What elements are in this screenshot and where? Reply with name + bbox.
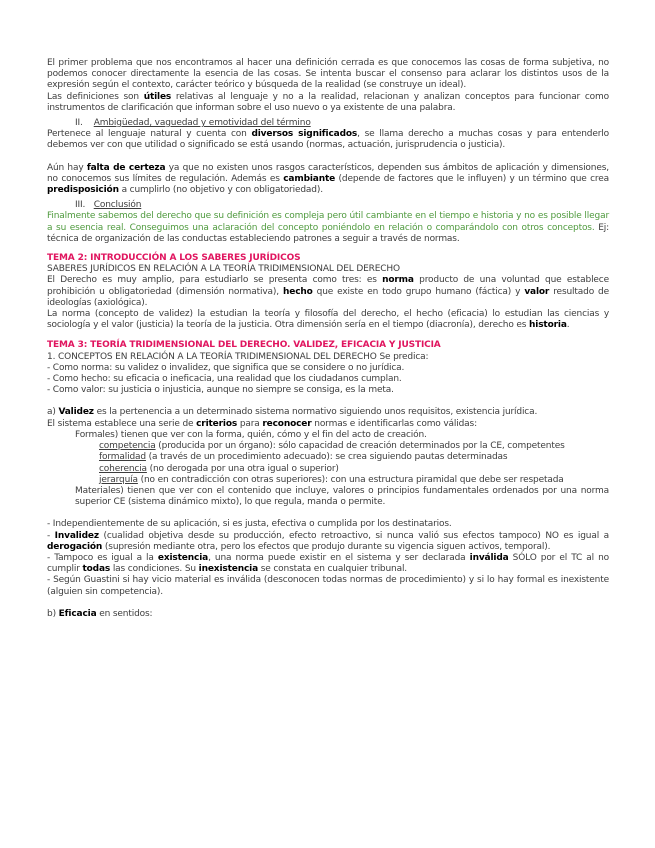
conclusion-paragraph: Finalmente sabemos del derecho que su definición es compleja pero útil cambiante en el tiempo e historia y no es posible llegar a su esencia real. Conseguimos una aclaración del concepto poniéndolo en relación o comparándolo con otros conceptos. Ej: técnica de organización de las conductas estableciendo patrones a seguir a través de normas. <box>47 211 609 244</box>
tema-2-paragraph-1: El Derecho es muy amplio, para estudiarlo se presenta como tres: es norma producto de una voluntad que establece prohibición u obligatoriedad (dimensión normativa), hecho que existe en todo grupo humano (fáctica) y valor resultado de ideologías (axiológica). <box>47 275 609 308</box>
intro-paragraph-1: El primer problema que nos encontramos al hacer una definición cerrada es que conocemos las cosas de forma subjetiva, no podemos conocer directamente la esencia de las cosas. Se intenta buscar el consenso para aclarar los distintos usos de la expresión según el contexto, carácter teórico y búsqueda de la realidad (se construye un ideal). <box>47 58 609 91</box>
tema-3-subtitle: 1. CONCEPTOS EN RELACIÓN A LA TEORÍA TRIDIMENSIONAL DEL DERECHO Se predica: <box>47 351 429 362</box>
validez-bullet-3: - Tampoco es igual a la existencia, una norma puede existir en el sistema y ser declarada inválida SÓLO por el TC al no cumplir todas las condiciones. Su inexistencia se constata en cualquier tribunal. <box>47 552 610 575</box>
tema-3-dash-norma: - Como norma: su validez o invalidez, que significa que se considere o no jurídica. <box>47 362 405 373</box>
tema-2-subtitle: SABERES JURÍDICOS EN RELACIÓN A LA TEORÍA TRIDIMENSIONAL DEL DERECHO <box>47 264 400 275</box>
validez-bullet-1: - Independientemente de su aplicación, si es justa, efectiva o cumplida por los destinatarios. <box>47 519 452 530</box>
competencia-item: competencia (producida por un órgano): sólo capacidad de creación determinados por la CE, competentes <box>99 441 565 452</box>
validez-bullet-2: - Invalidez (cualidad objetiva desde su producción, efecto retroactivo, si nunca valió sus efectos tampoco) NO es igual a derogación (supresión mediante otra, pero los efectos que produjo durante su vigencia siguen activos, temporal). <box>47 530 609 552</box>
tema-3-title: TEMA 3: TEORÍA TRIDIMENSIONAL DEL DERECHO. VALIDEZ, EFICACIA Y JUSTICIA <box>47 340 441 351</box>
coherencia-item: coherencia (no derogada por una otra igual o superior) <box>99 463 339 474</box>
tema-2-paragraph-2: La norma (concepto de validez) la estudian la teoría y filosofía del derecho, el hecho (eficacia) lo estudian las ciencias y sociología y el valor (justicia) la teoría de la justicia. Otra dimensión sería en el tiempo (diacronía), derecho es historia. <box>47 309 609 331</box>
eficacia-paragraph: b) Eficacia en sentidos: <box>47 608 153 619</box>
intro-paragraph-2: Las definiciones son útiles relativas al lenguaje y no a la realidad, relacionan y analizan conceptos para funcionar como instrumentos de clarificación que informan sobre el uso nuevo o ya existente de una palabra. <box>47 91 609 113</box>
validez-bullet-4: - Según Guastini si hay vicio material es inválida (desconocen todas normas de procedimiento) y si lo hay formal es inexistente (alguien sin competencia). <box>47 575 609 597</box>
formalidad-item: formalidad (a través de un procedimiento adecuado): se crea siguiendo pautas determinadas <box>99 452 508 463</box>
jerarquia-item: jerarquía (no en contradicción con otras superiores): con una estructura piramidal que debe ser respetada <box>99 474 564 485</box>
tema-3-dash-valor: - Como valor: su justicia o injusticia, aunque no siempre se consiga, es la meta. <box>47 385 394 396</box>
validez-paragraph: a) Validez es la pertenencia a un determinado sistema normativo siguiendo unos requisitos, existencia jurídica. <box>47 407 538 418</box>
section-iii-heading: III. Conclusión <box>75 200 142 211</box>
formales-item: Formales) tienen que ver con la forma, quién, cómo y el fin del acto de creación. <box>75 429 427 440</box>
section-ii-paragraph-2: Aún hay falta de certeza ya que no existen unos rasgos característicos, dependen sus ámbitos de aplicación y dimensiones, no conocemos sus límites de regulación. Además es cambiante (depende de factores que le influyen) y un término que crea predisposición a cumplirlo (no objetivo y con obligatoriedad). <box>47 162 609 196</box>
tema-3-dash-hecho: - Como hecho: su eficacia o ineficacia, una realidad que los ciudadanos cumplan. <box>47 374 402 385</box>
materiales-item: Materiales) tienen que ver con el contenido que incluye, valores o principios fundamentales ordenados por una norma superior CE (sistema dinámico mixto), lo que regula, manda o permite. <box>75 485 609 508</box>
document-page <box>47 58 609 620</box>
tema-2-title: TEMA 2: INTRODUCCIÓN A LOS SABERES JURÍDICOS <box>47 253 301 264</box>
section-ii-heading: II. Ambigüedad, vaguedad y emotividad del término <box>75 118 311 129</box>
criterios-paragraph: El sistema establece una serie de criterios para reconocer normas e identificarlas como válidas: <box>47 418 477 429</box>
section-ii-paragraph-1: Pertenece al lenguaje natural y cuenta con diversos significados, se llama derecho a muchas cosas y para entenderlo debemos ver con que utilidad o significado se está usando (normas, actuación, jurisprudencia o justicia). <box>47 129 609 151</box>
